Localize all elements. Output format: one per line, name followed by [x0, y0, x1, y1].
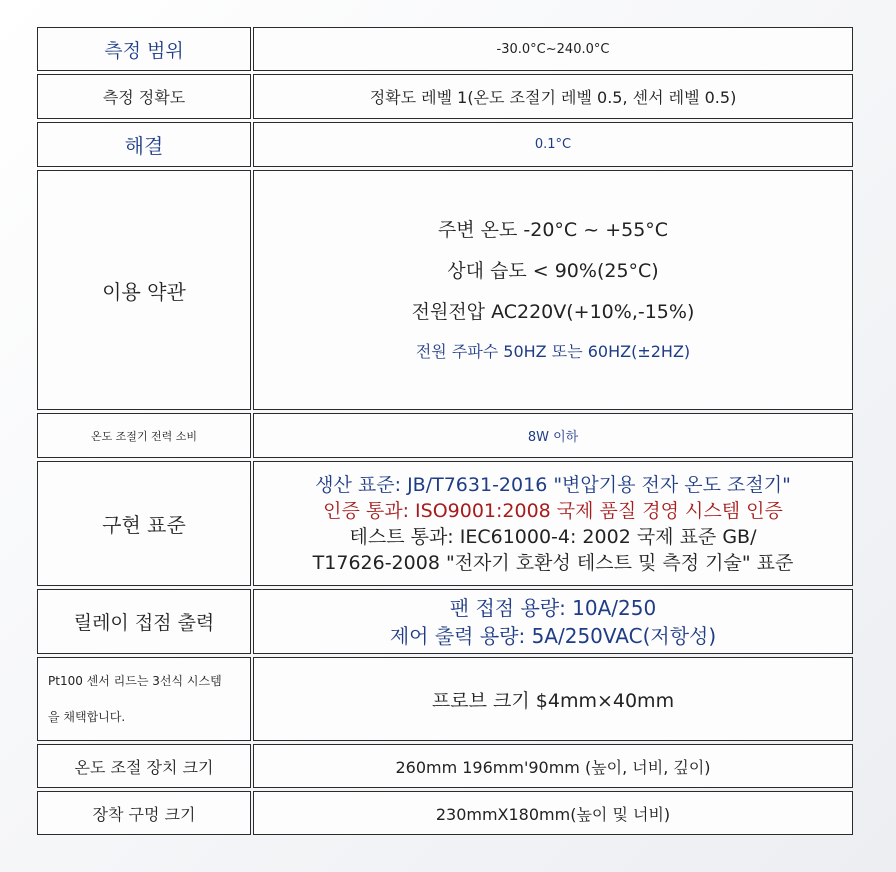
row-label: 구현 표준 — [37, 461, 251, 586]
row-value: 정확도 레벨 1(온도 조절기 레벨 0.5, 센서 레벨 0.5) — [253, 74, 853, 119]
relay-control-capacity: 제어 출력 용량: 5A/250VAC(저항성) — [389, 623, 717, 648]
spec-row-sensor — [37, 657, 853, 741]
spec-row-standards — [37, 461, 853, 586]
spec-row-relay-output — [37, 589, 853, 654]
condition-humidity: 상대 습도 < 90%(25°C) — [447, 259, 659, 282]
row-value: -30.0°C~240.0°C — [253, 27, 853, 71]
row-value: 0.1°C — [253, 122, 853, 167]
row-value — [253, 589, 853, 654]
sensor-label-line-1: Pt100 센서 리드는 3선식 시스템 — [48, 674, 222, 688]
row-label: 해결 — [37, 122, 251, 167]
row-value: 8W 이하 — [253, 413, 853, 458]
row-label: 측정 정확도 — [37, 74, 251, 119]
spec-row-accuracy — [37, 74, 853, 119]
standard-certification: 인증 통과: ISO9001:2008 국제 품질 경영 시스템 인증 — [323, 499, 783, 522]
condition-ambient-temp: 주변 온도 -20°C ~ +55°C — [437, 218, 669, 241]
row-label: 측정 범위 — [37, 27, 251, 71]
row-label: 장착 구멍 크기 — [37, 791, 251, 835]
condition-voltage: 전원전압 AC220V(+10%,-15%) — [411, 300, 695, 323]
relay-fan-capacity: 팬 접점 용량: 10A/250 — [449, 595, 657, 620]
row-value: 230mmX180mm(높이 및 너비) — [253, 791, 853, 835]
standard-test: 테스트 통과: IEC61000-4: 2002 국제 표준 GB/ — [349, 525, 757, 548]
spec-row-resolution — [37, 122, 853, 167]
spec-row-controller-size — [37, 744, 853, 788]
row-label: 온도 조절기 전력 소비 — [37, 413, 251, 458]
sensor-label-line-2: 을 채택합니다. — [48, 710, 126, 724]
row-value — [253, 170, 853, 410]
spec-row-power-consumption — [37, 413, 853, 458]
row-label: 이용 약관 — [37, 170, 251, 410]
spec-row-conditions — [37, 170, 853, 410]
standard-production: 생산 표준: JB/T7631-2016 "변압기용 전자 온도 조절기" — [315, 473, 791, 496]
standard-test-cont: T17626-2008 "전자기 호환성 테스트 및 측정 기술" 표준 — [312, 551, 794, 574]
row-value: 프로브 크기 $4mm×40mm — [253, 657, 853, 741]
condition-frequency: 전원 주파수 50HZ 또는 60HZ(±2HZ) — [415, 341, 691, 361]
spec-table — [37, 27, 853, 838]
row-value — [253, 461, 853, 586]
spec-row-mounting-hole — [37, 791, 853, 835]
row-value: 260mm 196mm'90mm (높이, 너비, 깊이) — [253, 744, 853, 788]
row-label — [37, 657, 251, 741]
spec-row-measurement-range — [37, 27, 853, 71]
row-label: 온도 조절 장치 크기 — [37, 744, 251, 788]
row-label: 릴레이 접점 출력 — [37, 589, 251, 654]
